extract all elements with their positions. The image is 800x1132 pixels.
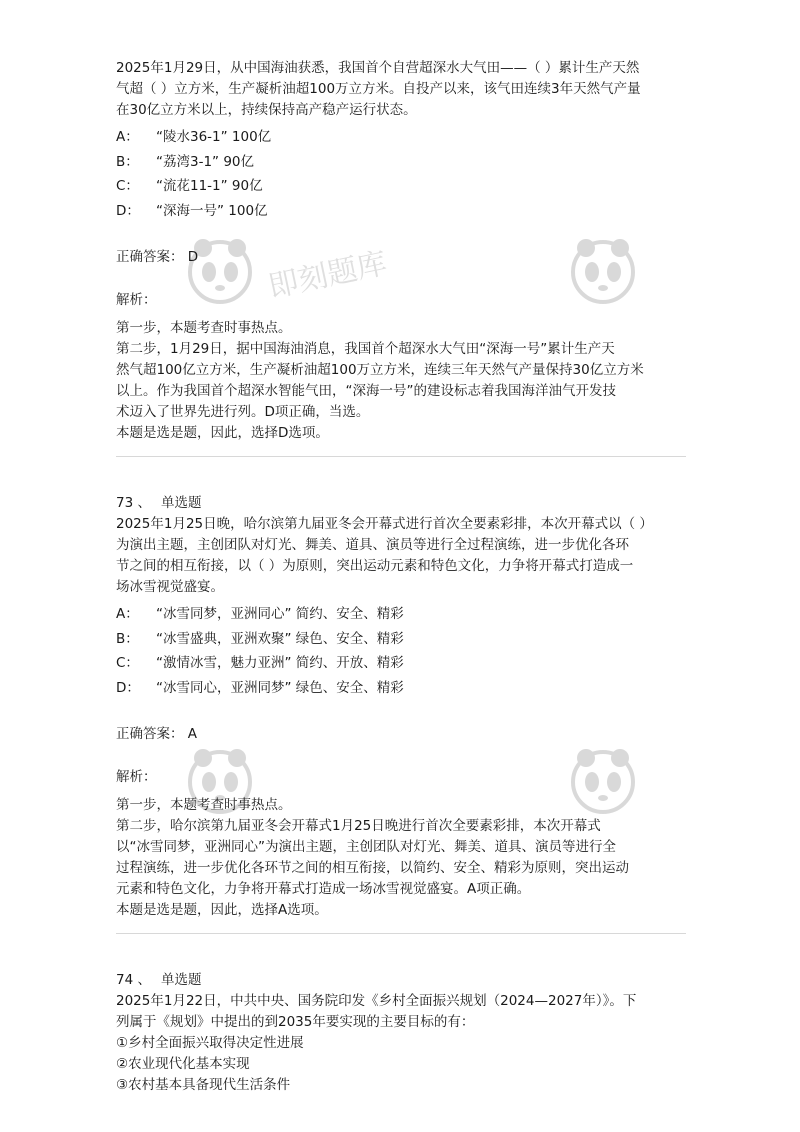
analysis-line: 第二步，哈尔滨第九届亚冬会开幕式1月25日晚进行首次全要素彩排，本次开幕式 bbox=[116, 818, 601, 834]
analysis-line: 本题是选是题，因此，选择D选项。 bbox=[116, 425, 329, 441]
option-letter: B： bbox=[116, 630, 139, 647]
analysis-line: 然气超100亿立方米，生产凝析油超100万立方米，连续三年天然气产量保持30亿立方米 bbox=[116, 362, 644, 378]
question-stem-line: 为演出主题，主创团队对灯光、舞美、道具、演员等进行全过程演练，进一步优化各环 bbox=[116, 537, 629, 553]
option-letter: B： bbox=[116, 153, 139, 170]
question-stem-line: 列属于《规划》中提出的到2035年要实现的主要目标的有： bbox=[116, 1014, 475, 1030]
question-stem-line: 在30亿立方米以上，持续保持高产稳产运行状态。 bbox=[116, 102, 417, 118]
analysis-title: 解析： bbox=[116, 292, 157, 308]
option-c[interactable] bbox=[116, 176, 686, 197]
analysis-line: 第一步，本题考查时事热点。 bbox=[116, 797, 292, 813]
option-text: “激情冰雪，魅力亚洲” 简约、开放、精彩 bbox=[156, 655, 404, 671]
question-number: 73 、 bbox=[116, 495, 151, 511]
analysis-line: 术迈入了世界先进行列。D项正确，当选。 bbox=[116, 404, 370, 420]
option-letter: C： bbox=[116, 178, 139, 194]
option-text: “荔湾3-1” 90亿 bbox=[156, 153, 255, 170]
option-text: “陵水36-1” 100亿 bbox=[156, 129, 272, 145]
option-c[interactable] bbox=[116, 653, 686, 674]
analysis-line: 第一步，本题考查时事热点。 bbox=[116, 320, 292, 336]
section-divider bbox=[116, 933, 686, 934]
option-letter: A： bbox=[116, 129, 139, 145]
option-text: “流花11-1” 90亿 bbox=[156, 178, 263, 194]
question-stem-line: 2025年1月25日晚，哈尔滨第九届亚冬会开幕式进行首次全要素彩排，本次开幕式以（ ） bbox=[116, 516, 653, 532]
watermark-brand: 即刻题库 bbox=[265, 245, 391, 306]
question-header bbox=[116, 970, 686, 991]
question-72 bbox=[116, 58, 686, 457]
option-letter: C： bbox=[116, 655, 139, 671]
question-stem-line: 2025年1月22日，中共中央、国务院印发《乡村全面振兴规划（2024—2027年）》。下 bbox=[116, 993, 637, 1009]
option-a[interactable] bbox=[116, 127, 686, 148]
option-text: “深海一号” 100亿 bbox=[156, 202, 268, 219]
question-type: 单选题 bbox=[160, 972, 202, 988]
question-header bbox=[116, 493, 686, 514]
option-d[interactable] bbox=[116, 201, 686, 222]
option-text: “冰雪同心，亚洲同梦” 绿色、安全、精彩 bbox=[156, 679, 404, 696]
option-letter: A： bbox=[116, 606, 139, 622]
section-divider bbox=[116, 456, 686, 457]
correct-answer: 正确答案： D bbox=[116, 249, 199, 265]
option-d[interactable] bbox=[116, 678, 686, 699]
analysis-line: 本题是选是题，因此，选择A选项。 bbox=[116, 902, 328, 918]
option-letter: D： bbox=[116, 202, 140, 219]
option-text: “冰雪盛典，亚洲欢聚” 绿色、安全、精彩 bbox=[156, 630, 404, 647]
question-stem-line: 2025年1月29日，从中国海油获悉，我国首个自营超深水大气田——（ ）累计生产天然 bbox=[116, 60, 640, 76]
option-letter: D： bbox=[116, 679, 140, 696]
question-stem-line: ③农村基本具备现代生活条件 bbox=[116, 1077, 291, 1093]
option-a[interactable] bbox=[116, 604, 686, 625]
analysis-line: 过程演练，进一步优化各环节之间的相互衔接，以简约、安全、精彩为原则，突出运动 bbox=[116, 860, 629, 876]
analysis-line: 以“冰雪同梦，亚洲同心”为演出主题，主创团队对灯光、舞美、道具、演员等进行全 bbox=[116, 839, 616, 855]
correct-answer: 正确答案： A bbox=[116, 726, 198, 742]
question-74 bbox=[116, 970, 686, 1096]
question-stem-line: ②农业现代化基本实现 bbox=[116, 1056, 250, 1072]
option-b[interactable] bbox=[116, 629, 686, 650]
analysis-line: 第二步，1月29日，据中国海油消息，我国首个超深水大气田“深海一号”累计生产天 bbox=[116, 341, 615, 357]
question-number: 74 、 bbox=[116, 972, 151, 988]
question-73 bbox=[116, 493, 686, 934]
analysis-line: 以上。作为我国首个超深水智能气田，“深海一号”的建设标志着我国海洋油气开发技 bbox=[116, 383, 616, 399]
analysis-title: 解析： bbox=[116, 769, 157, 785]
option-text: “冰雪同梦，亚洲同心” 简约、安全、精彩 bbox=[156, 606, 404, 622]
document-page bbox=[116, 58, 686, 1096]
question-stem-line: 场冰雪视觉盛宴。 bbox=[116, 579, 224, 595]
analysis-line: 元素和特色文化，力争将开幕式打造成一场冰雪视觉盛宴。A项正确。 bbox=[116, 881, 531, 897]
question-stem-line: 气超（ ）立方米，生产凝析油超100万立方米。自投产以来，该气田连续3年天然气产量 bbox=[116, 81, 641, 97]
question-type: 单选题 bbox=[160, 495, 202, 511]
question-stem-line: 节之间的相互衔接，以（ ）为原则，突出运动元素和特色文化，力争将开幕式打造成一 bbox=[116, 558, 634, 574]
question-stem-line: ①乡村全面振兴取得决定性进展 bbox=[116, 1035, 304, 1051]
option-b[interactable] bbox=[116, 152, 686, 173]
